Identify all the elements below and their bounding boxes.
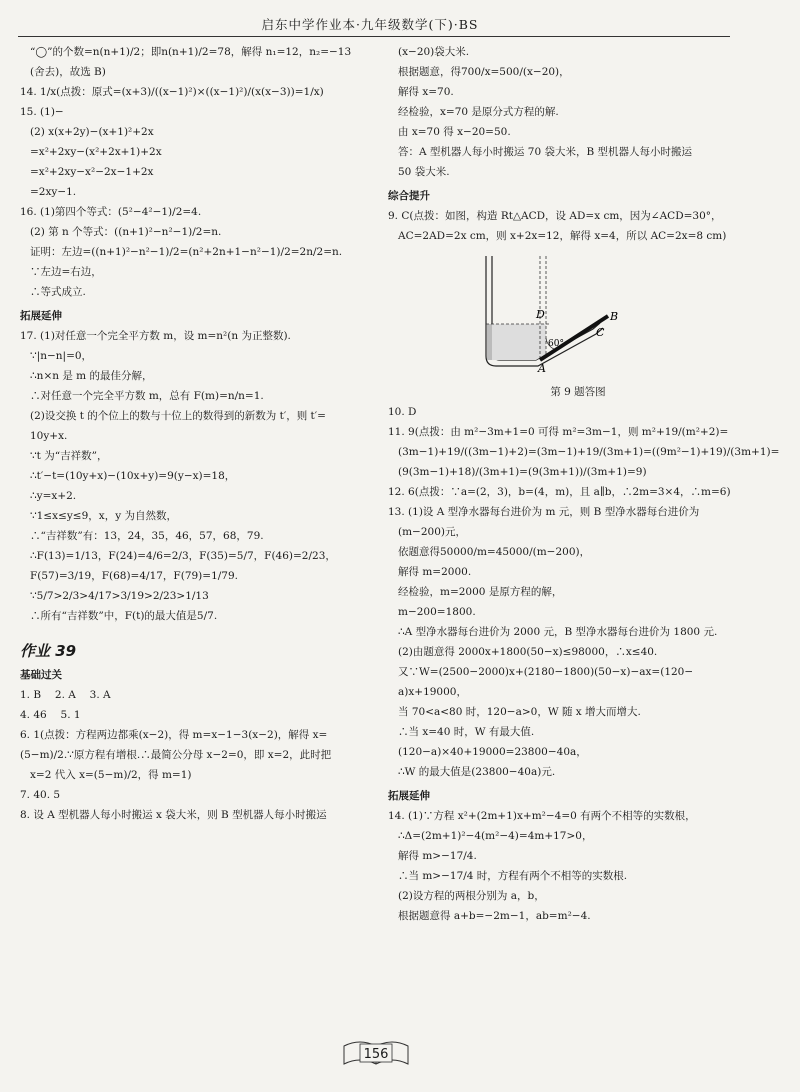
- assignment-heading: 作业 39: [20, 642, 77, 660]
- left-column: [20, 46, 378, 829]
- answer-line: ∵t 为“吉祥数”，: [30, 450, 108, 462]
- answer-line: 16. (1)第四个等式：(5²−4²−1)/2=4.: [20, 206, 202, 218]
- answer-line: (3m−1)+19/((3m−1)+2)=(3m−1)+19/(3m+1)=((9m²−1)+19)/(3m+1)=: [398, 446, 780, 458]
- answer-line: (m−200)元，: [398, 526, 466, 538]
- answer-line: (2)由题意得 2000x+1800(50−x)≤98000，∴x≤40.: [398, 646, 658, 658]
- answer-line: 8. 设 A 型机器人每小时搬运 x 袋大米，则 B 型机器人每小时搬运: [20, 808, 327, 821]
- answer-line: (x−20)袋大米.: [398, 46, 470, 58]
- answer-line: =x²+2xy−(x²+2x+1)+2x: [30, 146, 162, 158]
- label-c: C: [596, 326, 605, 339]
- label-b: B: [610, 310, 619, 323]
- answer-line: 根据题意，得700/x=500/(x−20)，: [398, 66, 570, 78]
- answer-line: 证明：左边=((n+1)²−n²−1)/2=(n²+2n+1−n²−1)/2=2n/2=n.: [30, 246, 343, 258]
- answer-line: ∵1≤x≤y≤9，x，y 为自然数，: [30, 510, 177, 522]
- answer-line: 12. 6(点拨：∵a=(2，3)，b=(4，m)，且 a∥b，∴2m=3×4，∴m=6): [388, 486, 731, 498]
- answer-line: 11. 9(点拨：由 m²−3m+1=0 可得 m²=3m−1，则 m²+19/(m²+2)=: [388, 426, 729, 438]
- answer-line: (2) 第 n 个等式：((n+1)²−n²−1)/2=n.: [30, 226, 222, 238]
- section-heading: 拓展延伸: [20, 310, 62, 322]
- answer-line: ∴W 的最大值是(23800−40a)元.: [398, 766, 556, 778]
- figure-caption: 第 9 题答图: [550, 386, 606, 398]
- answer-line: 解得 x=70.: [398, 86, 454, 98]
- answer-line: ∴“吉祥数”有：13，24，35，46，57，68，79.: [30, 530, 264, 542]
- answer-line: 50 袋大米.: [398, 166, 450, 178]
- answer-line: “◯”的个数=n(n+1)/2；即n(n+1)/2=78，解得 n₁=12，n₂=−13: [30, 46, 352, 58]
- answer-line: ∴Δ=(2m+1)²−4(m²−4)=4m+17>0，: [398, 830, 593, 842]
- answer-line: ∵5/7>2/3>4/17>3/19>2/23>1/13: [30, 590, 209, 602]
- answer-line: 经检验，x=70 是原分式方程的解.: [398, 106, 559, 118]
- answer-line: 1. B 2. A 3. A: [20, 688, 111, 701]
- answer-line: F(57)=3/19，F(68)=4/17，F(79)=1/79.: [30, 570, 238, 582]
- answer-line: 9. C(点拨：如图，构造 Rt△ACD，设 AD=x cm，因为∠ACD=30°，: [388, 210, 722, 222]
- answer-line: =2xy−1.: [30, 186, 77, 198]
- answer-line: (2) x(x+2y)−(x+1)²+2x: [30, 126, 154, 138]
- answer-line: ∴y=x+2.: [30, 490, 77, 502]
- liquid-body: [492, 324, 546, 360]
- right-column: [388, 46, 786, 930]
- section-heading: 基础过关: [20, 668, 62, 681]
- answer-line: ∴当 m>−17/4 时，方程有两个不相等的实数根.: [398, 870, 628, 882]
- answer-line: 14. (1)∵方程 x²+(2m+1)x+m²−4=0 有两个不相等的实数根，: [388, 810, 696, 822]
- section-heading: 拓展延伸: [388, 790, 430, 802]
- answer-line: a)x+19000，: [398, 686, 467, 698]
- answer-line: ∴等式成立.: [30, 286, 86, 298]
- container-diagram: [478, 256, 678, 376]
- answer-line: =x²+2xy−x²−2x−1+2x: [30, 166, 154, 178]
- answer-line: (2)设方程的两根分别为 a，b，: [398, 890, 545, 902]
- answer-line: ∴t′−t=(10y+x)−(10x+y)=9(y−x)=18，: [30, 470, 236, 482]
- answer-line: 又∵W=(2500−2000)x+(2180−1800)(50−x)−ax=(120−: [398, 666, 694, 678]
- answer-line: 4. 46 5. 1: [20, 708, 81, 721]
- answer-line: 由 x=70 得 x−20=50.: [398, 126, 511, 138]
- answer-line: 经检验，m=2000 是原方程的解，: [398, 586, 563, 598]
- label-d: D: [536, 308, 545, 321]
- running-header: [0, 12, 800, 34]
- answer-line: 10. D: [388, 406, 417, 418]
- answer-line: 解得 m>−17/4.: [398, 850, 477, 862]
- answer-line: 10y+x.: [30, 430, 68, 442]
- answer-line: 根据题意得 a+b=−2m−1，ab=m²−4.: [398, 910, 591, 922]
- answer-line: (5−m)/2.∵原方程有增根.∴最简公分母 x−2=0，即 x=2，此时把: [20, 748, 332, 761]
- answer-line: (120−a)×40+19000=23800−40a，: [398, 746, 587, 758]
- answer-line: ∵左边=右边，: [30, 266, 102, 278]
- answer-line: 7. 40. 5: [20, 788, 61, 801]
- answer-line: ∴F(13)=1/13，F(24)=4/6=2/3，F(35)=5/7，F(46)=2/23，: [30, 550, 336, 562]
- answer-line: 17. (1)对任意一个完全平方数 m，设 m=n²(n 为正整数).: [20, 330, 291, 342]
- answer-line: ∴所有“吉祥数”中，F(t)的最大值是5/7.: [30, 610, 218, 622]
- answer-line: 13. (1)设 A 型净水器每台进价为 m 元，则 B 型净水器每台进价为: [388, 506, 700, 518]
- section-heading: 综合提升: [388, 190, 430, 202]
- answer-line: 解得 m=2000.: [398, 566, 472, 578]
- answer-line: AC=2AD=2x cm，则 x+2x=12，解得 x=4，所以 AC=2x=8 cm): [398, 230, 727, 242]
- answer-line: 14. 1/x(点拨：原式=(x+3)/((x−1)²)×((x−1)²)/(x(x−3))=1/x): [20, 86, 324, 98]
- answer-line: x=2 代入 x=(5−m)/2，得 m=1): [30, 768, 192, 781]
- figure-9: [478, 256, 678, 386]
- header-title: 启东中学作业本·九年级数学(下)·BS: [261, 17, 479, 32]
- label-a: A: [538, 362, 546, 375]
- answer-line: 依题意得50000/m=45000/(m−200)，: [398, 546, 591, 558]
- page-number-badge: [340, 1034, 412, 1074]
- answer-line: ∴对任意一个完全平方数 m，总有 F(m)=n/n=1.: [30, 390, 264, 402]
- answer-line: 6. 1(点拨：方程两边都乘(x−2)，得 m=x−1−3(x−2)，解得 x=: [20, 728, 328, 741]
- answer-line: (舍去)，故选 B): [30, 66, 106, 78]
- page-number: 156: [363, 1047, 389, 1062]
- answer-line: (2)设交换 t 的个位上的数与十位上的数得到的新数为 t′，则 t′=: [30, 410, 326, 422]
- label-angle: 60°: [548, 339, 564, 349]
- answer-line: 当 70<a<80 时，120−a>0，W 随 x 增大而增大.: [398, 706, 641, 718]
- header-rule: [18, 36, 730, 37]
- answer-line: ∴当 x=40 时，W 有最大值.: [398, 726, 535, 738]
- answer-line: ∵|n−n|=0，: [30, 350, 93, 362]
- answer-line: 15. (1)−: [20, 106, 64, 118]
- answer-line: (9(3m−1)+18)/(3m+1)=(9(3m+1))/(3m+1)=9): [398, 466, 647, 478]
- answer-line: 答：A 型机器人每小时搬运 70 袋大米，B 型机器人每小时搬运: [398, 146, 693, 158]
- answer-line: ∴n×n 是 m 的最佳分解，: [30, 370, 153, 382]
- liquid-left: [487, 324, 492, 360]
- answer-line: m−200=1800.: [398, 606, 476, 618]
- answer-line: ∴A 型净水器每台进价为 2000 元，B 型净水器每台进价为 1800 元.: [398, 626, 718, 638]
